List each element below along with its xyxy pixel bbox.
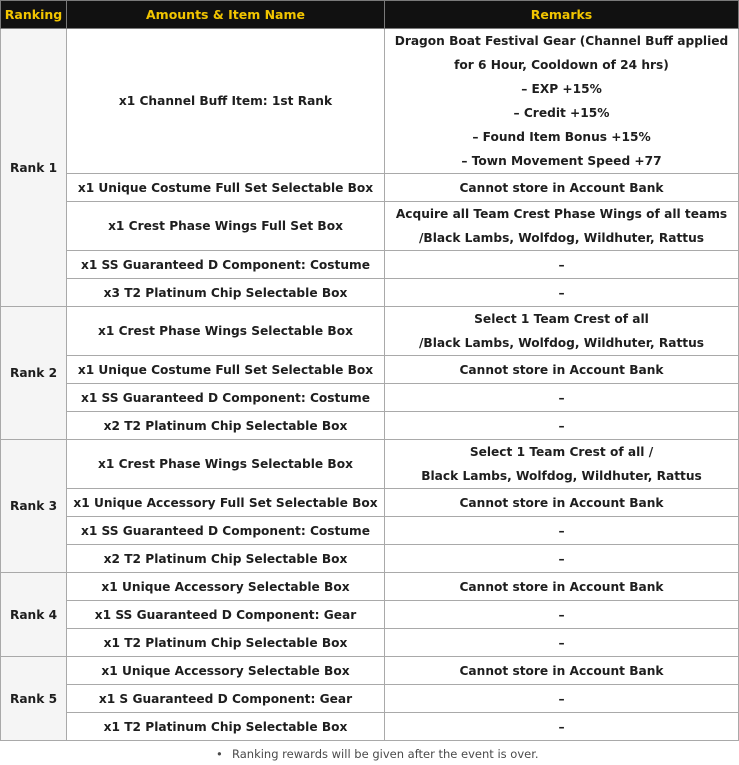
remarks-cell	[385, 601, 739, 629]
table-row	[1, 573, 739, 601]
remarks-cell	[385, 629, 739, 657]
remark-line: –	[558, 551, 565, 566]
remark-line: –	[558, 635, 565, 650]
remark-line: – Credit +15%	[513, 106, 610, 120]
note-text: Ranking rewards will be given after the event is over.	[232, 747, 539, 761]
item-name-cell: x1 S Guaranteed D Component: Gear	[67, 685, 385, 713]
table-row	[1, 629, 739, 657]
remarks-cell	[385, 29, 739, 174]
remark-line: Cannot store in Account Bank	[459, 180, 664, 195]
remarks-cell	[385, 356, 739, 384]
item-name-cell: x1 T2 Platinum Chip Selectable Box	[67, 713, 385, 741]
remarks-cell	[385, 713, 739, 741]
remarks-cell	[385, 573, 739, 601]
remarks-cell	[385, 440, 739, 489]
remark-line: –	[558, 257, 565, 272]
table-row	[1, 174, 739, 202]
remark-line: for 6 Hour, Cooldown of 24 hrs)	[454, 58, 669, 72]
remarks-cell	[385, 489, 739, 517]
table-row	[1, 251, 739, 279]
header-ranking: Ranking	[1, 1, 67, 29]
remarks-cell	[385, 517, 739, 545]
table-row	[1, 307, 739, 356]
item-name-cell: x1 SS Guaranteed D Component: Gear	[67, 601, 385, 629]
remarks-cell	[385, 279, 739, 307]
rank-cell: Rank 4	[1, 573, 67, 657]
remark-line: – Town Movement Speed +77	[461, 154, 662, 168]
remark-line: Cannot store in Account Bank	[459, 663, 664, 678]
table-row	[1, 685, 739, 713]
table-row	[1, 517, 739, 545]
header-remarks: Remarks	[385, 1, 739, 29]
rank-cell: Rank 5	[1, 657, 67, 741]
item-name-cell: x1 Unique Accessory Full Set Selectable Box	[67, 489, 385, 517]
table-row	[1, 657, 739, 685]
note-item	[0, 747, 739, 761]
remark-line: Cannot store in Account Bank	[459, 579, 664, 594]
header-items: Amounts & Item Name	[67, 1, 385, 29]
remark-line: –	[558, 523, 565, 538]
item-name-cell: x1 Unique Accessory Selectable Box	[67, 573, 385, 601]
remark-line: Cannot store in Account Bank	[459, 495, 664, 510]
bullet-icon: •	[216, 747, 223, 761]
remark-line: /Black Lambs, Wolfdog, Wildhuter, Rattus	[418, 231, 705, 245]
remark-line: Dragon Boat Festival Gear (Channel Buff applied	[394, 34, 729, 48]
item-name-cell: x1 Unique Accessory Selectable Box	[67, 657, 385, 685]
remarks-cell	[385, 685, 739, 713]
remark-line: Select 1 Team Crest of all	[474, 312, 649, 326]
table-row	[1, 489, 739, 517]
remarks-cell	[385, 384, 739, 412]
item-name-cell: x1 Unique Costume Full Set Selectable Box	[67, 356, 385, 384]
rewards-table-body	[1, 29, 739, 741]
remark-line: –	[558, 390, 565, 405]
table-row	[1, 412, 739, 440]
table-row	[1, 713, 739, 741]
item-name-cell: x1 Channel Buff Item: 1st Rank	[67, 29, 385, 174]
remarks-cell	[385, 657, 739, 685]
item-name-cell: x1 SS Guaranteed D Component: Costume	[67, 517, 385, 545]
item-name-cell: x2 T2 Platinum Chip Selectable Box	[67, 412, 385, 440]
item-name-cell: x2 T2 Platinum Chip Selectable Box	[67, 545, 385, 573]
remarks-cell	[385, 174, 739, 202]
remark-line: Cannot store in Account Bank	[459, 362, 664, 377]
item-name-cell: x1 Crest Phase Wings Selectable Box	[67, 440, 385, 489]
table-row	[1, 29, 739, 174]
remarks-cell	[385, 202, 739, 251]
remark-line: Select 1 Team Crest of all /	[469, 445, 654, 459]
table-row	[1, 440, 739, 489]
remark-line: –	[558, 691, 565, 706]
remark-line: Black Lambs, Wolfdog, Wildhuter, Rattus	[421, 469, 702, 483]
rank-cell: Rank 2	[1, 307, 67, 440]
item-name-cell: x1 Crest Phase Wings Selectable Box	[67, 307, 385, 356]
item-name-cell: x1 Unique Costume Full Set Selectable Box	[67, 174, 385, 202]
item-name-cell: x1 SS Guaranteed D Component: Costume	[67, 384, 385, 412]
remark-line: –	[558, 607, 565, 622]
table-row	[1, 202, 739, 251]
remark-line: –	[558, 285, 565, 300]
table-row	[1, 545, 739, 573]
remark-line: –	[558, 418, 565, 433]
table-row	[1, 279, 739, 307]
table-header-row	[1, 1, 739, 29]
item-name-cell: x1 Crest Phase Wings Full Set Box	[67, 202, 385, 251]
remark-line: /Black Lambs, Wolfdog, Wildhuter, Rattus	[418, 336, 705, 350]
item-name-cell: x1 T2 Platinum Chip Selectable Box	[67, 629, 385, 657]
table-row	[1, 384, 739, 412]
notes-list	[0, 747, 739, 761]
remarks-cell	[385, 307, 739, 356]
remarks-cell	[385, 251, 739, 279]
rank-cell: Rank 3	[1, 440, 67, 573]
table-row	[1, 356, 739, 384]
remarks-cell	[385, 412, 739, 440]
remark-line: – EXP +15%	[521, 82, 602, 96]
remarks-cell	[385, 545, 739, 573]
remark-line: – Found Item Bonus +15%	[472, 130, 651, 144]
remark-line: –	[558, 719, 565, 734]
remark-line: Acquire all Team Crest Phase Wings of all teams	[395, 207, 728, 221]
rank-cell: Rank 1	[1, 29, 67, 307]
table-row	[1, 601, 739, 629]
item-name-cell: x3 T2 Platinum Chip Selectable Box	[67, 279, 385, 307]
item-name-cell: x1 SS Guaranteed D Component: Costume	[67, 251, 385, 279]
